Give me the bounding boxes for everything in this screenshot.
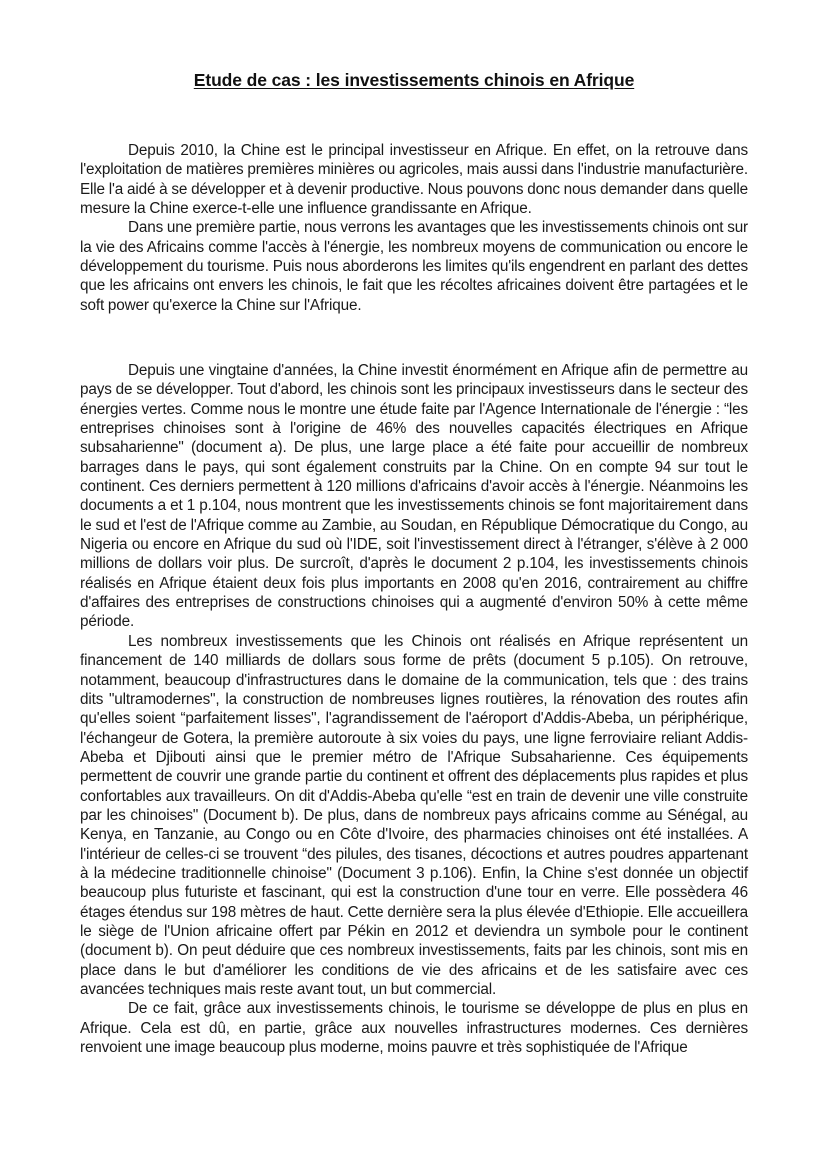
intro-paragraph-2: Dans une première partie, nous verrons les avantages que les investissements chinois ont sur la vie des Africains comme l'accès à l'énergie, les nombreux moyens de communication ou encore le développement du tourisme. Puis nous aborderons les limites qu'ils engendrent en parlant des dettes que les africains ont envers les chinois, le fait que les récoltes africaines doivent être partagées et le soft power qu'exerce la Chine sur l'Afrique. [80, 219, 749, 314]
development-paragraph-3: De ce fait, grâce aux investissements chinois, le tourisme se développe de plus en plus en Afrique. Cela est dû, en partie, grâce aux nouvelles infrastructures modernes. Ces dernières renvoient une image beaucoup plus moderne, moins pauvre et très sophistiquée de l'Afrique [80, 1000, 748, 1057]
development-paragraph-1: Depuis une vingtaine d'années, la Chine investit énormément en Afrique afin de permettre au pays de se développer. Tout d'abord, les chinois sont les principaux investisseurs dans le secteur des énergies vertes. Comme nous le montre une étude faite par l'Agence Internationale de l'énergie : “les entreprises chinoises sont à l'origine de 46% des nouvelles capacités électriques en Afrique subsaharienne" (document a). De plus, une large place a été faite pour accueillir de nombreux barrages dans le pays, qui sont également construits par la Chine. On en compte 94 sur tout le continent. Ces derniers permettent à 120 millions d'africains d'avoir accès à l'énergie. Néanmoins les documents a et 1 p.104, nous montrent que les investissements chinois se font majoritairement dans le sud et l'est de l'Afrique comme au Zambie, au Soudan, en République Démocratique du Congo, au Nigeria ou encore en Afrique du sud où l'IDE, soit l'investissement direct à l'étranger, s'élève à 2 000 millions de dollars voir plus. De surcroît, d'après le document 2 p.104, les investissements chinois réalisés en Afrique étaient deux fois plus importants en 2008 qu'en 2016, contrairement au chiffre d'affaires des entreprises de constructions chinoises qui a augmenté d'environ 50% à cette même période. [80, 362, 748, 631]
development-paragraph-2: Les nombreux investissements que les Chinois ont réalisés en Afrique représentent un financement de 140 milliards de dollars sous forme de prêts (document 5 p.105). On retrouve, notamment, beaucoup d'infrastructures dans le domaine de la communication, tels que : des trains dits "ultramodernes", la construction de nombreuses lignes routières, la rénovation des routes afin qu'elles soient “parfaitement lisses", l'agrandissement de l'aéroport d'Addis-Abeba, un périphérique, l'échangeur de Gotera, la première autoroute à six voies du pays, une ligne ferroviaire reliant Addis-Abeba et Djibouti ainsi que le premier métro de l'Afrique Subsaharienne. Ces équipements permettent de couvrir une grande partie du continent et offrent des déplacements plus rapides et plus confortables aux travailleurs. On dit d'Addis-Abeba qu'elle “est en train de devenir une ville construite par les chinoises" (Document b). De plus, dans de nombreux pays africains comme au Sénégal, au Kenya, en Tanzanie, au Congo ou en Côte d'Ivoire, des pharmacies chinoises ont été installées. A l'intérieur de celles-ci se trouvent “des pilules, des tisanes, décoctions et autres poudres appartenant à la médecine traditionnelle chinoise" (Document 3 p.106). Enfin, la Chine s'est donnée un objectif beaucoup plus futuriste et fascinant, qui est la construction d'une tour en verre. Elle possèdera 46 étages étendus sur 198 mètres de haut. Cette dernière sera la plus élevée d'Ethiopie. Elle accueillera le siège de l'Union africaine offert par Pékin en 2012 et deviendra un symbole pour le continent (document b). On peut déduire que ces nombreux investissements, faits par les chinois, sont mis en place dans le but d'améliorer les conditions de vie des africains et de les satisfaire avec ces avancées techniques mais reste avant tout, un but commercial. [80, 632, 748, 998]
document-title: Etude de cas : les investissements chinois en Afrique [193, 70, 635, 90]
intro-paragraph-1: Depuis 2010, la Chine est le principal investisseur en Afrique. En effet, on la retrouve dans l'exploitation de matières premières minières ou agricoles, mais aussi dans l'industrie manufacturière. Elle l'a aidé à se développer et à devenir productive. Nous pouvons donc nous demander dans quelle mesure la Chine exerce-t-elle une influence grandissante en Afrique. [80, 142, 748, 218]
development-section [80, 361, 748, 1057]
introduction-section [80, 141, 748, 315]
